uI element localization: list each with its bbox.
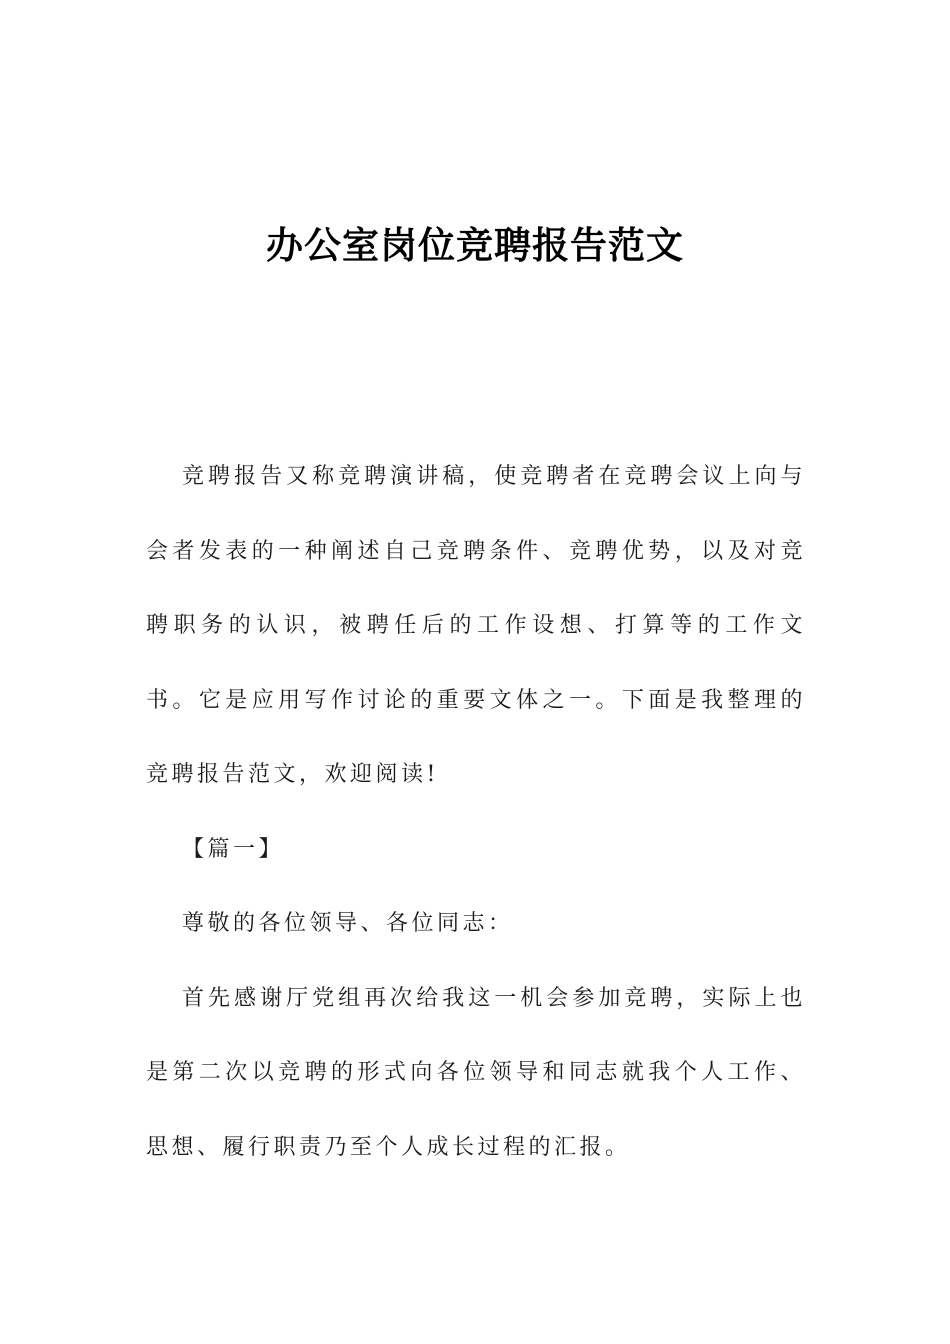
section-heading: 【篇一】 <box>182 836 285 862</box>
document-title: 办公室岗位竞聘报告范文 <box>266 224 684 267</box>
salutation-paragraph: 尊敬的各位领导、各位同志： <box>182 911 514 936</box>
document-body <box>146 440 806 1185</box>
intro-paragraph: 竞聘报告又称竞聘演讲稿，使竞聘者在竞聘会议上向与会者发表的一种阐述自己竞聘条件、竞聘优势，以及对竞聘职务的认识，被聘任后的工作设想、打算等的工作文书。它是应用写作讨论的重要文体之一。下面是我整理的竞聘报告范文，欢迎阅读! <box>146 464 806 787</box>
opening-paragraph: 首先感谢厅党组再次给我这一机会参加竞聘，实际上也是第二次以竞聘的形式向各位领导和同志就我个人工作、思想、履行职责乃至个人成长过程的汇报。 <box>146 985 806 1160</box>
